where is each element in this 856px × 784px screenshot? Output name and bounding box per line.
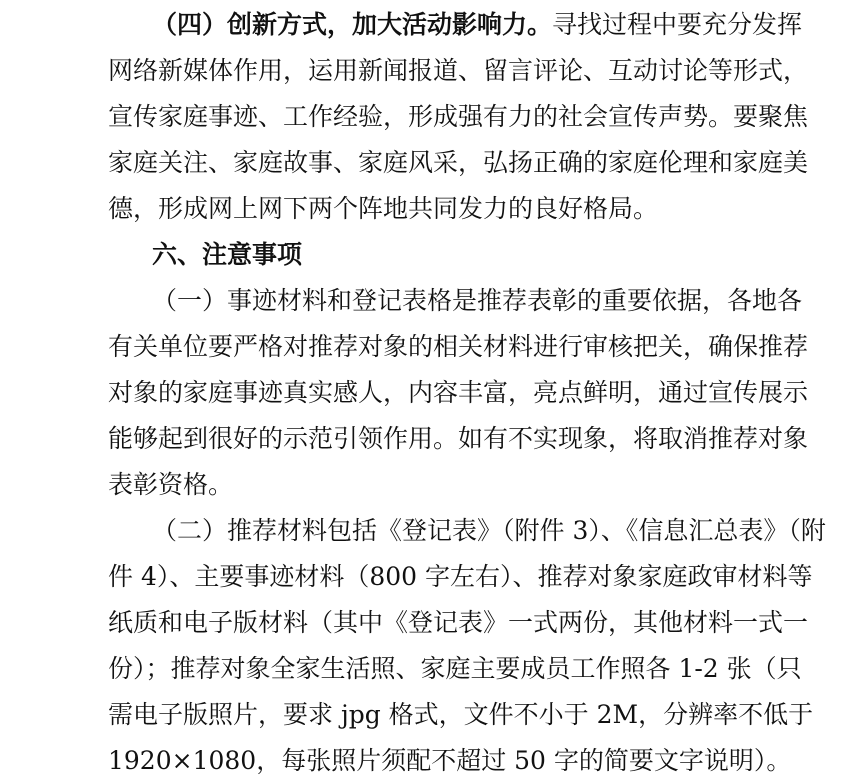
item-1-line-4: 能够起到很好的示范引领作用。如有不实现象，将取消推荐对象 — [108, 424, 809, 453]
paragraph-4-line-4: 家庭关注、家庭故事、家庭风采，弘扬正确的家庭伦理和家庭美 — [108, 148, 809, 177]
paragraph-4-lead: （四）创新方式，加大活动影响力。 — [152, 10, 553, 39]
item-2-line-2: 件 4）、主要事迹材料（800 字左右）、推荐对象家庭政审材料等 — [108, 562, 813, 591]
paragraph-4-line-5: 德，形成网上网下两个阵地共同发力的良好格局。 — [108, 194, 659, 223]
section-6-heading: 六、注意事项 — [152, 240, 303, 269]
item-2-line-3: 纸质和电子版材料（其中《登记表》一式两份，其他材料一式一 — [108, 608, 809, 637]
item-1-line-3: 对象的家庭事迹真实感人，内容丰富，亮点鲜明，通过宣传展示 — [108, 378, 809, 407]
paragraph-4-line-2: 网络新媒体作用，运用新闻报道、留言评论、互动讨论等形式， — [108, 56, 809, 85]
paragraph-4-line-1 — [152, 2, 803, 48]
item-2-line-5: 需电子版照片，要求 jpg 格式，文件不小于 2M，分辨率不低于 — [108, 700, 814, 729]
paragraph-4-line-3: 宣传家庭事迹、工作经验，形成强有力的社会宣传声势。要聚焦 — [108, 102, 809, 131]
item-2-line-4: 份）；推荐对象全家生活照、家庭主要成员工作照各 1-2 张（只 — [108, 654, 802, 683]
item-2-line-6: 1920×1080，每张照片须配不超过 50 字的简要文字说明）。 — [108, 746, 792, 775]
item-2-line-1: （二）推荐材料包括《登记表》（附件 3）、《信息汇总表》（附 — [152, 516, 826, 545]
item-1-line-5: 表彰资格。 — [108, 470, 234, 499]
paragraph-4-line-1-text: 寻找过程中要充分发挥 — [552, 10, 803, 39]
item-1-line-1: （一）事迹材料和登记表格是推荐表彰的重要依据，各地各 — [152, 286, 803, 315]
item-1-line-2: 有关单位要严格对推荐对象的相关材料进行审核把关，确保推荐 — [108, 332, 809, 361]
